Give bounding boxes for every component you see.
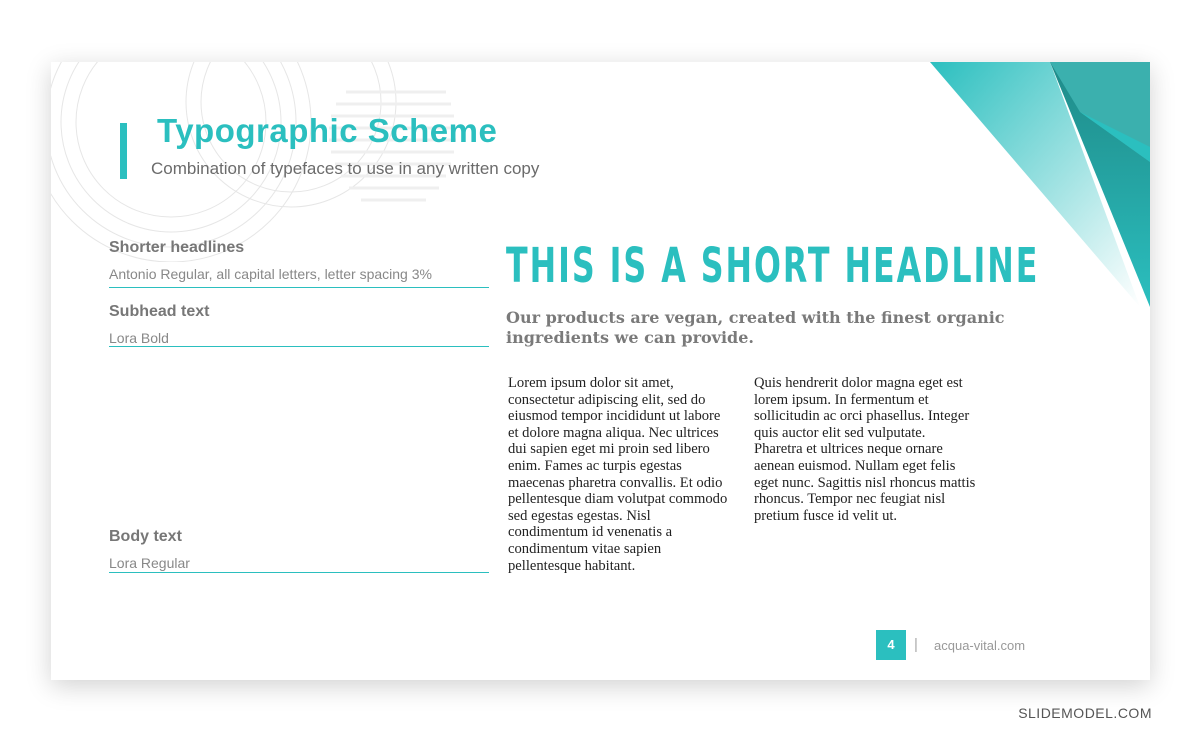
body-line: enim. Fames ac turpis egestas (508, 457, 682, 474)
body-line: rhoncus. Tempor nec feugiat nisl (754, 491, 946, 508)
body-line: maecenas pharetra convallis. Et odio (508, 474, 723, 491)
page-number: 4 (876, 630, 906, 660)
spec-font-headlines: Antonio Regular, all capital letters, letter spacing 3% (109, 266, 432, 282)
body-line: eiusmod tempor incididunt ut labore (508, 408, 721, 425)
slide-subtitle: Combination of typefaces to use in any written copy (151, 159, 540, 178)
divider (109, 572, 489, 573)
slide (51, 62, 1150, 680)
body-line: lorem ipsum. In fermentum et (754, 391, 929, 408)
body-line: dui sapien eget mi proin sed libero (508, 441, 710, 458)
slide-title: Typographic Scheme (157, 112, 498, 149)
body-line: Quis hendrerit dolor magna eget est (754, 375, 963, 391)
watermark: SLIDEMODEL.COM (1018, 705, 1152, 721)
body-column-right (754, 375, 975, 524)
footer-website: acqua-vital.com (934, 638, 1026, 653)
body-column-left (508, 375, 727, 574)
spec-font-body: Lora Regular (109, 555, 190, 571)
body-line: et dolore magna aliqua. Nec ultrices (508, 424, 719, 441)
title-accent-bar (120, 123, 127, 179)
body-line: sed egestas egestas. Nisl (508, 507, 651, 524)
body-line: eget nunc. Sagittis nisl rhoncus mattis (754, 474, 976, 491)
divider (109, 287, 489, 288)
body-line: pellentesque habitant. (508, 557, 636, 574)
spec-font-subhead: Lora Bold (109, 330, 169, 346)
body-line: quis auctor elit sed vulputate. (754, 424, 926, 441)
body-line: aenean euismod. Nullam eget felis (754, 457, 956, 474)
body-line: condimentum id venenatis a (508, 524, 673, 541)
divider (109, 346, 489, 347)
body-line: pretium fusce id velit ut. (754, 507, 898, 524)
spec-label-headlines: Shorter headlines (109, 239, 245, 256)
body-line: condimentum vitae sapien (508, 540, 662, 557)
spec-label-subhead: Subhead text (109, 303, 210, 320)
body-line: consectetur adipiscing elit, sed do (508, 391, 706, 408)
body-line: Pharetra et ultrices neque ornare (754, 441, 943, 458)
body-line: sollicitudin ac orci phasellus. Integer (754, 408, 970, 425)
body-line: pellentesque diam volutpat commodo (508, 491, 728, 508)
footer-separator: | (914, 636, 918, 653)
spec-label-body: Body text (109, 528, 182, 545)
body-line: Lorem ipsum dolor sit amet, (508, 375, 674, 391)
sample-subhead: Our products are vegan, created with the finest organic ingredients we can provide. (506, 308, 1005, 347)
sample-headline: THIS IS A SHORT HEADLINE (506, 238, 1040, 294)
